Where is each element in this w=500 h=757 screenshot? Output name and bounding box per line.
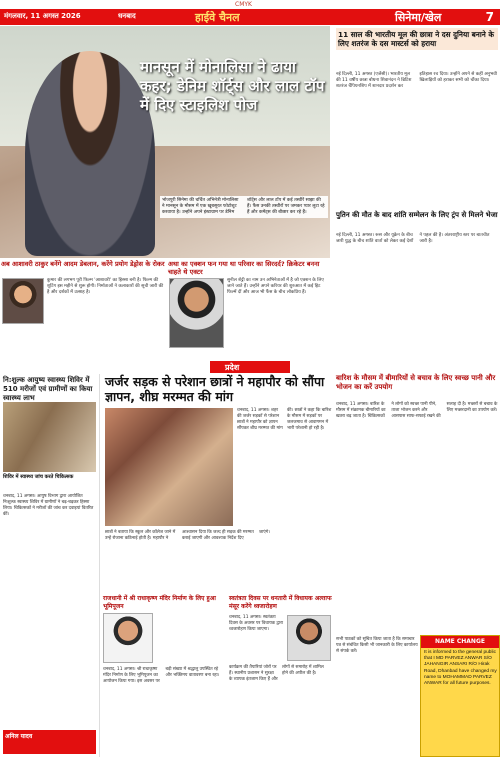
issue-date: मंगलवार, 11 अगस्त 2026 bbox=[4, 12, 81, 20]
section-band-label: प्रदेश bbox=[225, 363, 240, 372]
bottom1-body: धनबाद, 11 अगस्त। श्री राधाकृष्ण मंदिर निर्माण के लिए भूमिपूजन का आयोजन किया गया। इस अवसर पर बड़ी संख्या में श्रद्धालु उपस्थित रहे और भक्तिमय वातावरण बना रहा। bbox=[103, 667, 220, 684]
bottom1-headline: राजधानी में श्री राधाकृष्ण मंदिर निर्माण के लिए हुआ भूमिपूजन bbox=[103, 595, 216, 610]
bottom2-body: धनबाद, 11 अगस्त। स्वतंत्रता दिवस के अवसर पर विधायक द्वारा ध्वजारोहण किया जाएगा। bbox=[229, 615, 284, 632]
story2-body: सुनील शेट्टी का नाम उन अभिनेताओं में है जो एक्शन के लिए जाने जाते हैं। उन्होंने अपने करियर की शुरुआत में कई हिट फिल्में दीं और आज भी फैंस के बीच लोकप्रिय हैं। bbox=[227, 278, 324, 295]
story1-body: कुमार की लगभग पूरी फिल्म 'आशावरी' का हिस्सा बनी है। फिल्म की शूटिंग इस महीने से शुरू होगी। निर्माताओं ने कलाकारों की सूची जारी की है और दर्शकों में उत्साह है। bbox=[47, 278, 164, 295]
leftcol-caption: शिविर में स्वास्थ्य जांच करते चिकित्सक bbox=[3, 474, 74, 480]
main-headline: जर्जर सड़क से परेशान छात्रों ने महापौर को सौंपा ज्ञापन, शीघ्र मरम्मत की मांग bbox=[105, 374, 325, 404]
edition-city: धनबाद bbox=[118, 12, 136, 20]
section-band bbox=[0, 361, 500, 373]
main-story bbox=[101, 374, 333, 594]
hero-story bbox=[0, 26, 330, 258]
hero-headline: मानसून में मोनालिसा ने ढाया कहर; डेनिम शॉर्ट्स और लाल टॉप में दिए स्टाइलिश पोज bbox=[140, 58, 325, 114]
side-top-headline: 11 साल की भारतीय मूल की छात्रा ने दस दुनिया बनाने के लिए शतरंज के दस मास्टर्स को हराया bbox=[336, 28, 498, 50]
bottom1-photo bbox=[103, 613, 153, 663]
bottom2-body-continued: कार्यक्रम की तैयारियां जोरों पर हैं। स्थानीय प्रशासन ने सुरक्षा के व्यापक इंतजाम किए हैं और लोगों से समारोह में शामिल होने की अपील की है। bbox=[229, 665, 324, 682]
story-action bbox=[167, 260, 332, 360]
notice-heading: NAME CHANGE bbox=[421, 636, 499, 648]
bottom2-photo bbox=[287, 615, 331, 661]
side-top-body: नई दिल्ली, 11 अगस्त (एजेंसी)। भारतीय मूल की 11 वर्षीय छात्रा बोधना शिवानंदन ने ब्रिटिश शतरंज चैंपियनशिप में शानदार प्रदर्शन कर इतिहास रच दिया। उन्होंने अपने से कहीं अनुभवी खिलाड़ियों को हराकर सभी को चौंका दिया। bbox=[336, 72, 497, 89]
story1-photo bbox=[2, 278, 44, 324]
story2-headline: अथा का एक्शन फन गया था परिवार का सिरदर्द? क्रिकेटर बनना चाहते थे एक्टर bbox=[168, 260, 320, 276]
side-top-story bbox=[334, 26, 500, 306]
main-body-continued: छात्रों ने बताया कि स्कूल और कॉलेज जाने में उन्हें रोजाना कठिनाई होती है। महापौर ने आश्वासन दिया कि जल्द ही सड़क की मरम्मत कराई जाएगी और आवश्यक निर्देश दिए जाएंगे। bbox=[105, 530, 270, 541]
side-second-headline: पुतिन की मौत के बाद शांति सम्मेलन के लिए ट्रंप से मिलने भेजा bbox=[336, 211, 498, 219]
monsoon-health-story bbox=[334, 374, 500, 634]
page-number: 7 bbox=[485, 10, 494, 24]
main-photo bbox=[105, 408, 233, 526]
leftcol-photo bbox=[3, 402, 96, 472]
leftcol-body: धनबाद, 11 अगस्त। आयुष विभाग द्वारा आयोजित निःशुल्क स्वास्थ्य शिविर में ग्रामीणों ने बढ़-चढ़कर हिस्सा लिया। चिकित्सकों ने मरीजों की जांच कर दवाइयां वितरित कीं। bbox=[3, 494, 94, 517]
section-title-right: सिनेमा/खेल bbox=[395, 11, 442, 24]
temple-story bbox=[101, 595, 226, 757]
story1-headline: अब आशावरी ठाकुर बनेंगे आदम डेबलान, करेंगे प्रयोग डेड्रोस के रोकर bbox=[1, 260, 165, 268]
main-body: धनबाद, 11 अगस्त। शहर की जर्जर सड़कों से परेशान छात्रों ने महापौर को ज्ञापन सौंपकर शीघ्र मरम्मत की मांग की। छात्रों ने कहा कि बारिश के मौसम में सड़कों पर जलजमाव से आवागमन में भारी परेशानी हो रही है। bbox=[237, 408, 332, 431]
right-headline: बारिश के मौसम में बीमारियों से बचाव के लिए स्वच्छ पानी और भोजन का करें उपयोग bbox=[336, 374, 496, 391]
advert-text: सभी पाठकों को सूचित किया जाता है कि समाचार पत्र से संबंधित किसी भी जानकारी के लिए कार्यालय से संपर्क करें। bbox=[336, 637, 418, 654]
story-ashavari bbox=[0, 260, 165, 360]
hero-body: भोजपुरी सिनेमा की चर्चित अभिनेत्री मोनालिसा ने मानसून के मौसम में एक खूबसूरत फोटोशूट करवाया है। उन्होंने अपने इंस्टाग्राम पर डेनिम शॉर्ट्स और लाल टॉप में कई तस्वीरें साझा की हैं। फैंस उनकी तस्वीरों पर जमकर प्यार लुटा रहे हैं और कमेंट्स की बौछार कर रहे हैं। bbox=[160, 196, 328, 218]
independence-story bbox=[227, 595, 333, 757]
page-header bbox=[0, 9, 500, 25]
leftcol-author: अनिल यादव bbox=[3, 730, 96, 754]
hero-photo bbox=[25, 51, 155, 256]
bottom2-headline: स्वतंत्रता दिवस पर धनतारी में विधायक अल्ताफ मंसूर करेंगे ध्वजारोहण bbox=[229, 595, 332, 610]
story2-photo bbox=[169, 278, 224, 348]
name-change-notice bbox=[420, 635, 500, 757]
print-color-mark: CMYK bbox=[235, 1, 252, 8]
notice-text: It is informed to the general public that I MD PARVEZ ANWAR S/O JAHANGIR ANSARI R/O Hirak Road, Dhanbad have changed my name to MOHAMMAD PARVEZ ANWAR for all future purposes. bbox=[424, 650, 497, 687]
side-second-body: नई दिल्ली, 11 अगस्त। रूस और यूक्रेन के बीच जारी युद्ध के बीच शांति वार्ता को लेकर कई देशों ने पहल की है। अंतरराष्ट्रीय स्तर पर बातचीत जारी है। bbox=[336, 233, 490, 244]
right-body: धनबाद, 11 अगस्त। बारिश के मौसम में संक्रामक बीमारियों का खतरा बढ़ जाता है। चिकित्सकों ने लोगों को स्वच्छ पानी पीने, ताजा भोजन करने और आसपास साफ-सफाई रखने की सलाह दी है। मच्छरों से बचाव के लिए मच्छरदानी का उपयोग करें। bbox=[336, 402, 498, 419]
leftcol-headline: नि:शुल्क आयुष्य स्वास्थ्य शिविर में 510 मरीजों एवं ग्रामीणों का किया स्वास्थ्य लाभ bbox=[3, 376, 93, 402]
section-title: हाईवे चैनल bbox=[195, 11, 240, 24]
advert-box bbox=[334, 635, 419, 757]
health-camp-story bbox=[0, 374, 100, 757]
